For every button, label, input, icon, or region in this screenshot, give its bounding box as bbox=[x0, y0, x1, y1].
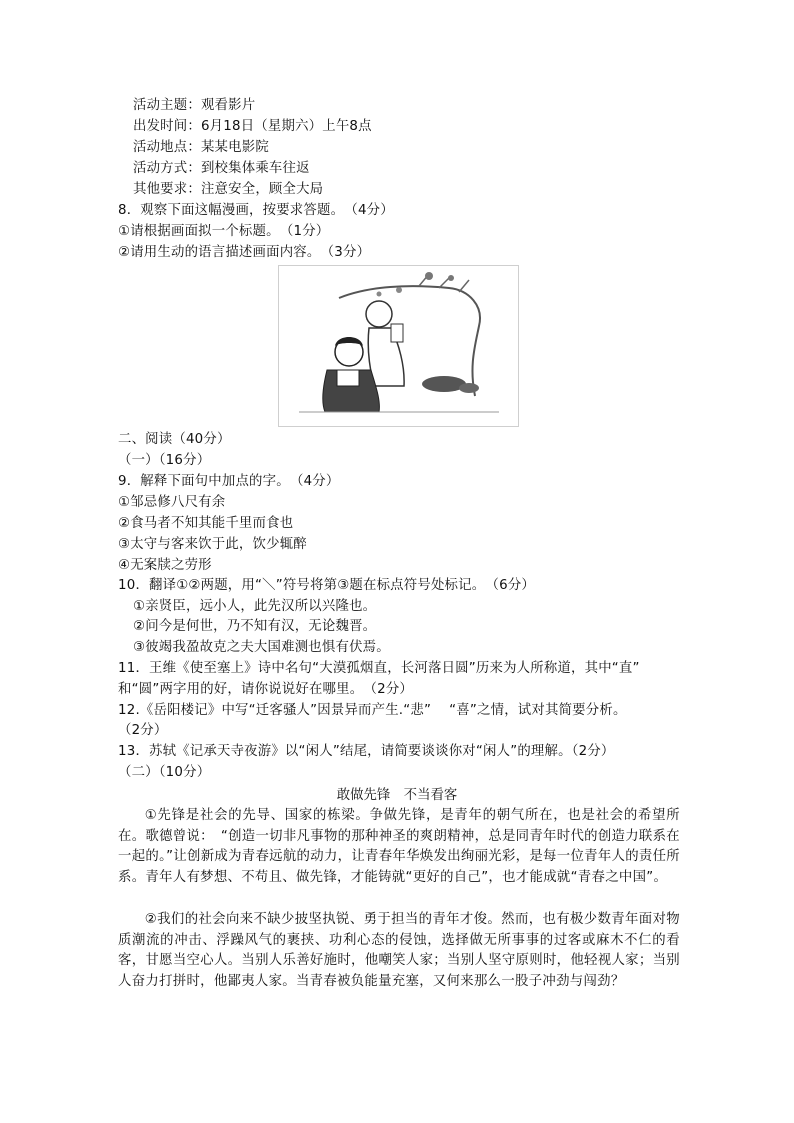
cartoon-illustration bbox=[278, 265, 519, 427]
q9-item-1: ①邹忌修八尺有余 bbox=[118, 495, 226, 510]
part1-heading: （一）（16分） bbox=[118, 453, 211, 468]
q10-item-2: ②问今是何世，乃不知有汉，无论魏晋。 bbox=[133, 619, 377, 634]
q9-item-4: ④无案牍之劳形 bbox=[118, 558, 212, 573]
q12-line1: 12.《岳阳楼记》中写“迁客骚人”因景异而产生.“悲” “喜”之情，试对其简要分析。 bbox=[118, 703, 627, 718]
activity-theme: 活动主题：观看影片 bbox=[133, 98, 256, 113]
article-paragraph-2: ②我们的社会向来不缺少披坚执锐、勇于担当的青年才俊。然而，也有极少数青年面对物质潮流的冲击、浮躁风气的裹挟、功利心态的侵蚀，选择做无所事事的过客或麻木不仁的看客，甘愿当空心人。当别人乐善好施时，他嘲笑人家；当别人坚守原则时，他轻视人家；当别人奋力打拼时，他鄙夷人家。当青春被负能量充塞，又何来那么一股子冲劲与闯劲？ bbox=[118, 912, 680, 990]
section2-heading: 二、阅读（40分） bbox=[118, 432, 231, 447]
q10-item-1: ①亲贤臣，远小人，此先汉所以兴隆也。 bbox=[133, 599, 377, 614]
q11-line2: 和“圆”两字用的好，请你说说好在哪里。 （2分） bbox=[118, 682, 413, 697]
cartoon-drawing bbox=[279, 266, 518, 426]
q10-item-3: ③彼竭我盈故克之夫大国难测也惧有伏焉。 bbox=[133, 640, 390, 655]
q8-sub1: ①请根据画面拟一个标题。 （1分） bbox=[118, 224, 330, 239]
article-paragraph-1: ①先锋是社会的先导、国家的栋梁。争做先锋，是青年的朝气所在，也是社会的希望所在。歌德曾说： “创造一切非凡事物的那种神圣的爽朗精神，总是同青年时代的创造力联系在一起的。”让创新成为青春远航的动力，让青春年华焕发出绚丽光彩，是每一位青年人的责任所系。青年人有梦想、不苟且、做先锋，才能铸就“更好的自己”，也才能成就“青春之中国”。 bbox=[118, 808, 680, 886]
q8-stem: 8．观察下面这幅漫画，按要求答题。 （4分） bbox=[118, 203, 394, 218]
q9-item-2: ②食马者不知其能千里而食也 bbox=[118, 516, 294, 531]
q9-stem: 9．解释下面句中加点的字。 （4分） bbox=[118, 474, 340, 489]
activity-time: 出发时间：6月18日（星期六）上午8点 bbox=[133, 119, 372, 134]
activity-place: 活动地点：某某电影院 bbox=[133, 140, 269, 155]
q10-stem: 10．翻译①②两题，用“＼”符号将第③题在标点符号处标记。 （6分） bbox=[118, 578, 536, 593]
q12-line2: （2分） bbox=[118, 723, 168, 738]
activity-mode: 活动方式：到校集体乘车往返 bbox=[133, 161, 310, 176]
article-title: 敢做先锋 不当看客 bbox=[336, 788, 458, 803]
q9-item-3: ③太守与客来饮于此，饮少辄醉 bbox=[118, 537, 307, 552]
part2-heading: （二）（10分） bbox=[118, 765, 211, 780]
q13-line1: 13．苏轼《记承天寺夜游》以“闲人”结尾，请简要谈谈你对“闲人”的理解。（2分） bbox=[118, 744, 615, 759]
q8-sub2: ②请用生动的语言描述画面内容。 （3分） bbox=[118, 245, 371, 260]
activity-requirements: 其他要求：注意安全，顾全大局 bbox=[133, 182, 324, 197]
q11-line1: 11．王维《使至塞上》诗中名句“大漠孤烟直，长河落日圆”历来为人所称道，其中“直” bbox=[118, 661, 640, 676]
